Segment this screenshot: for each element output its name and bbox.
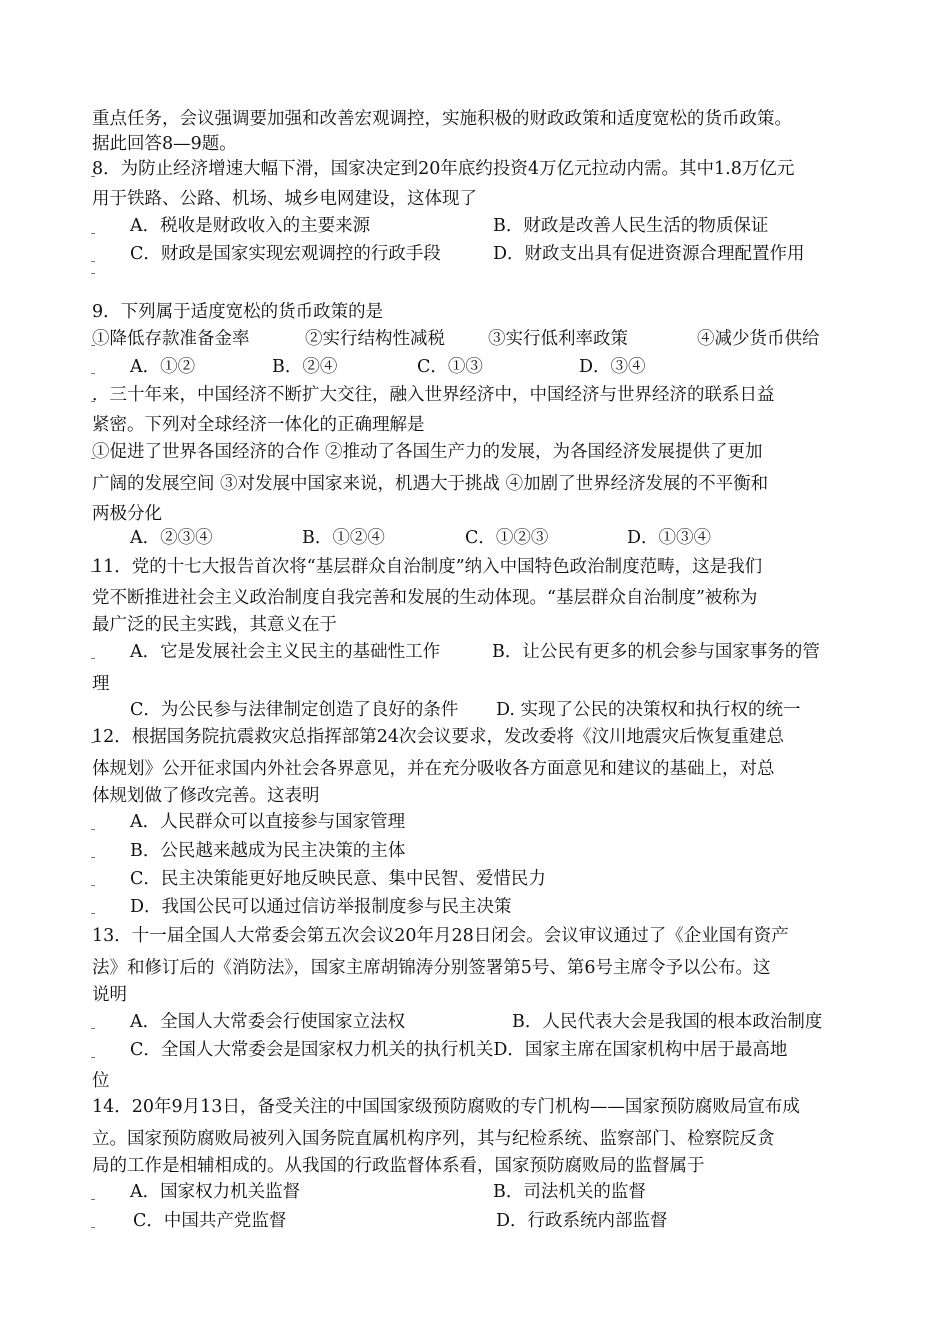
margin-mark [91, 913, 95, 914]
q8-option-b: B．财政是改善人民生活的物质保证 [493, 216, 769, 236]
margin-mark [91, 1028, 95, 1029]
q9-option-c: C．①③ [417, 357, 483, 377]
q10-option-d: D．①③④ [627, 528, 712, 548]
margin-mark [91, 1227, 95, 1228]
q9-item-4: ④减少货币供给 [697, 329, 820, 349]
q8-stem-line-1: 8．为防止经济增速大幅下滑，国家决定到20年底约投资4万亿元拉动内需。其中1.8万亿元 [92, 159, 795, 179]
q11-option-b: B．让公民有更多的机会参与国家事务的管 [492, 642, 820, 662]
margin-mark [91, 857, 95, 858]
q10-stem-line-1: ．三十年来，中国经济不断扩大交往，融入世界经济中，中国经济与世界经济的联系日益 [92, 385, 775, 405]
margin-mark [91, 273, 95, 274]
q12-stem-line-1: 12．根据国务院抗震救灾总指挥部第24次会议要求，发改委将《汶川地震灾后恢复重建总 [92, 727, 785, 747]
q10-option-c: C．①②③ [465, 528, 549, 548]
q12-option-c: C．民主决策能更好地反映民意、集中民智、爱惜民力 [130, 869, 546, 889]
q10-items-line-1: ①促进了世界各国经济的合作 ②推动了各国生产力的发展，为各国经济发展提供了更加 [92, 442, 763, 462]
margin-mark [91, 261, 95, 262]
q11-option-a: A．它是发展社会主义民主的基础性工作 [130, 642, 441, 662]
margin-mark [91, 1057, 95, 1058]
margin-mark [91, 1199, 95, 1200]
q13-option-b: B．人民代表大会是我国的根本政治制度 [512, 1012, 823, 1032]
q12-option-a: A．人民群众可以直接参与国家管理 [130, 812, 406, 832]
q10-stem-line-2: 紧密。下列对全球经济一体化的正确理解是 [92, 415, 425, 435]
margin-mark [91, 373, 95, 374]
q14-stem-line-3: 局的工作是相辅相成的。从我国的行政监督体系看，国家预防腐败局的监督属于 [92, 1156, 705, 1176]
q9-stem: 9．下列属于适度宽松的货币政策的是 [92, 302, 384, 322]
q10-option-b: B．①②④ [302, 528, 385, 548]
q9-option-d: D．③④ [579, 357, 646, 377]
margin-mark [91, 829, 95, 830]
q11-stem-line-3: 最广泛的民主实践，其意义在于 [92, 615, 337, 635]
q12-stem-line-3: 体规划做了修改完善。这表明 [92, 786, 320, 806]
q14-stem-line-2: 立。国家预防腐败局被列入国务院直属机构序列，其与纪检系统、监察部门、检察院反贪 [92, 1129, 775, 1149]
q9-item-3: ③实行低利率政策 [488, 329, 628, 349]
q10-items-line-2: 广阔的发展空间 ③对发展中国家来说，机遇大于挑战 ④加剧了世界经济发展的不平衡和 [92, 474, 769, 494]
q13-stem-line-3: 说明 [92, 985, 127, 1005]
q13-stem-line-1: 13．十一届全国人大常委会第五次会议20年月28日闭会。会议审议通过了《企业国有资产 [92, 926, 789, 946]
q14-option-a: A．国家权力机关监督 [130, 1182, 301, 1202]
q11-stem-line-1: 11．党的十七大报告首次将“基层群众自治制度”纳入中国特色政治制度范畴，这是我们 [92, 557, 763, 577]
q14-option-b: B．司法机关的监督 [493, 1182, 646, 1202]
q9-item-1: ①降低存款准备金率 [92, 329, 250, 349]
q14-option-d: D．行政系统内部监督 [496, 1211, 668, 1231]
margin-mark [91, 233, 95, 234]
q13-stem-line-2: 法》和修订后的《消防法》，国家主席胡锦涛分别签署第5号、第6号主席令予以公布。这 [92, 958, 771, 978]
q12-stem-line-2: 体规划》公开征求国内外社会各界意见，并在充分吸收各方面意见和建议的基础上，对总 [92, 759, 775, 779]
q13-option-c-d: C．全国人大常委会是国家权力机关的执行机关D．国家主席在国家机构中居于最高地 [130, 1040, 788, 1060]
intro-line-2: 据此回答8—9题。 [92, 134, 237, 154]
q8-stem-line-2: 用于铁路、公路、机场、城乡电网建设，这体现了 [92, 189, 477, 209]
q10-option-a: A．②③④ [130, 528, 213, 548]
q8-option-d: D．财政支出具有促进资源合理配置作用 [493, 244, 805, 264]
margin-mark [91, 658, 95, 659]
q8-option-c: C．财政是国家实现宏观调控的行政手段 [130, 244, 441, 264]
q12-option-b: B．公民越来越成为民主决策的主体 [130, 841, 406, 861]
q11-option-d: D. 实现了公民的决策权和执行权的统一 [496, 700, 801, 720]
q11-option-b-cont: 理 [92, 674, 110, 694]
q9-item-2: ②实行结构性减税 [305, 329, 445, 349]
q14-option-c: C．中国共产党监督 [133, 1211, 287, 1231]
margin-mark [91, 885, 95, 886]
q8-option-a: A．税收是财政收入的主要来源 [130, 216, 371, 236]
q11-option-c: C．为公民参与法律制定创造了良好的条件 [130, 700, 459, 720]
q9-option-b: B．②④ [272, 357, 338, 377]
q9-option-a: A．①② [130, 357, 196, 377]
intro-line-1: 重点任务，会议强调要加强和改善宏观调控，实施积极的财政政策和适度宽松的货币政策。 [92, 109, 792, 129]
q14-stem-line-1: 14．20年9月13日，备受关注的中国国家级预防腐败的专门机构——国家预防腐败局宣布成 [92, 1097, 800, 1117]
q10-items-line-3: 两极分化 [92, 504, 162, 524]
q11-stem-line-2: 党不断推进社会主义政治制度自我完善和发展的生动体现。“基层群众自治制度”被称为 [92, 588, 758, 608]
q12-option-d: D．我国公民可以通过信访举报制度参与民主决策 [130, 897, 512, 917]
q13-option-d-cont: 位 [92, 1071, 110, 1091]
q13-option-a: A．全国人大常委会行使国家立法权 [130, 1012, 406, 1032]
